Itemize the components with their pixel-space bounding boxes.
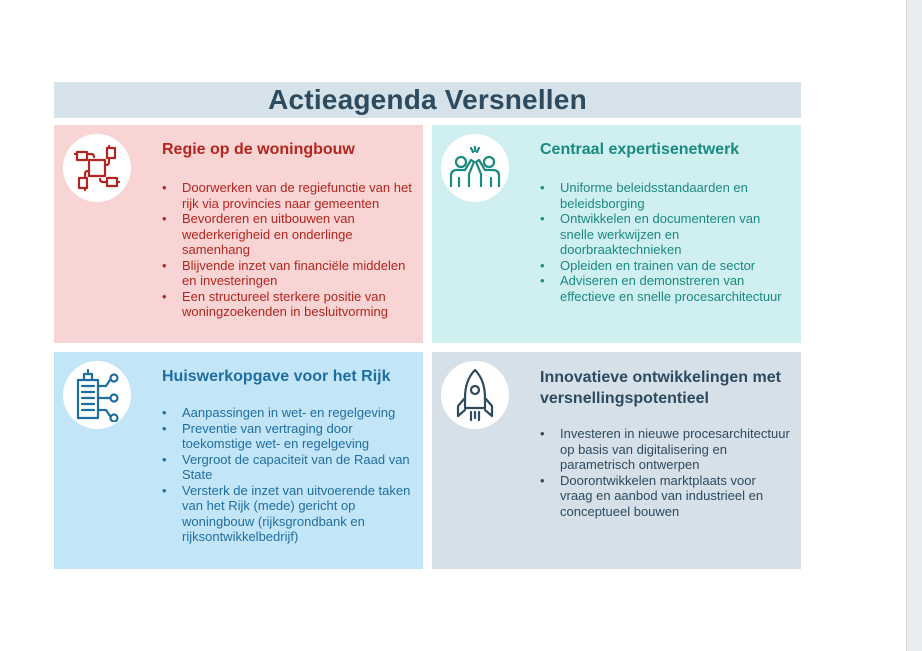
card-innovatieve-ontwikkelingen [432,352,801,569]
hands-cooperation-icon [71,142,123,194]
list-item: • Preventie van vertraging door toekomstige wet- en regelgeving [162,421,412,452]
list-item: • Blijvende inzet van financiële middelen en investeringen [162,258,412,289]
bullet-list [162,405,412,545]
bullet-list [162,180,412,320]
list-item: • Investeren in nieuwe procesarchitectuur op basis van digitalisering en parametrisch ontwerpen [540,426,790,473]
icon-circle [441,134,509,202]
list-item: • Doorwerken van de regiefunctie van het rijk via provincies naar gemeenten [162,180,412,211]
card-huiswerkopgave [54,352,423,569]
page-edge [906,0,922,651]
card-regie [54,125,423,343]
page-title: Actieagenda Versnellen [268,84,587,115]
list-item: • Bevorderen en uitbouwen van wederkerigheid en onderlinge samenhang [162,211,412,258]
list-item: • Ontwikkelen en documenteren van snelle werkwijzen en doorbraaktechnieken [540,211,790,258]
list-item: • Doorontwikkelen marktplaats voor vraag en aanbod van industrieel en conceptueel bouwen [540,473,790,520]
card-heading: Huiswerkopgave voor het Rijk [162,368,391,385]
icon-circle [441,361,509,429]
card-expertisenetwerk [432,125,801,343]
rocket-icon [455,368,495,422]
card-heading: Centraal expertisenetwerk [540,141,740,158]
list-item: • Adviseren en demonstreren van effectieve en snelle procesarchitectuur [540,273,790,304]
list-item: • Vergroot de capaciteit van de Raad van State [162,452,412,483]
list-item: • Een structureel sterkere positie van woningzoekenden in besluitvorming [162,289,412,320]
icon-circle [63,361,131,429]
list-item: • Aanpassingen in wet- en regelgeving [162,405,412,421]
building-network-icon [72,368,122,422]
high-five-icon [447,146,503,190]
list-item: • Uniforme beleidsstandaarden en beleidsborging [540,180,790,211]
list-item: • Opleiden en trainen van de sector [540,258,790,274]
icon-circle [63,134,131,202]
card-heading: Regie op de woningbouw [162,141,355,158]
title-bar [54,82,801,118]
bullet-list [540,426,790,519]
list-item: • Versterk de inzet van uitvoerende taken van het Rijk (mede) gericht op woningbouw (rijksgrondbank en rijksontwikkelbedrijf) [162,483,412,545]
card-heading: Innovatieve ontwikkelingen met versnellingspotentieel [540,369,781,407]
bullet-list [540,180,790,304]
